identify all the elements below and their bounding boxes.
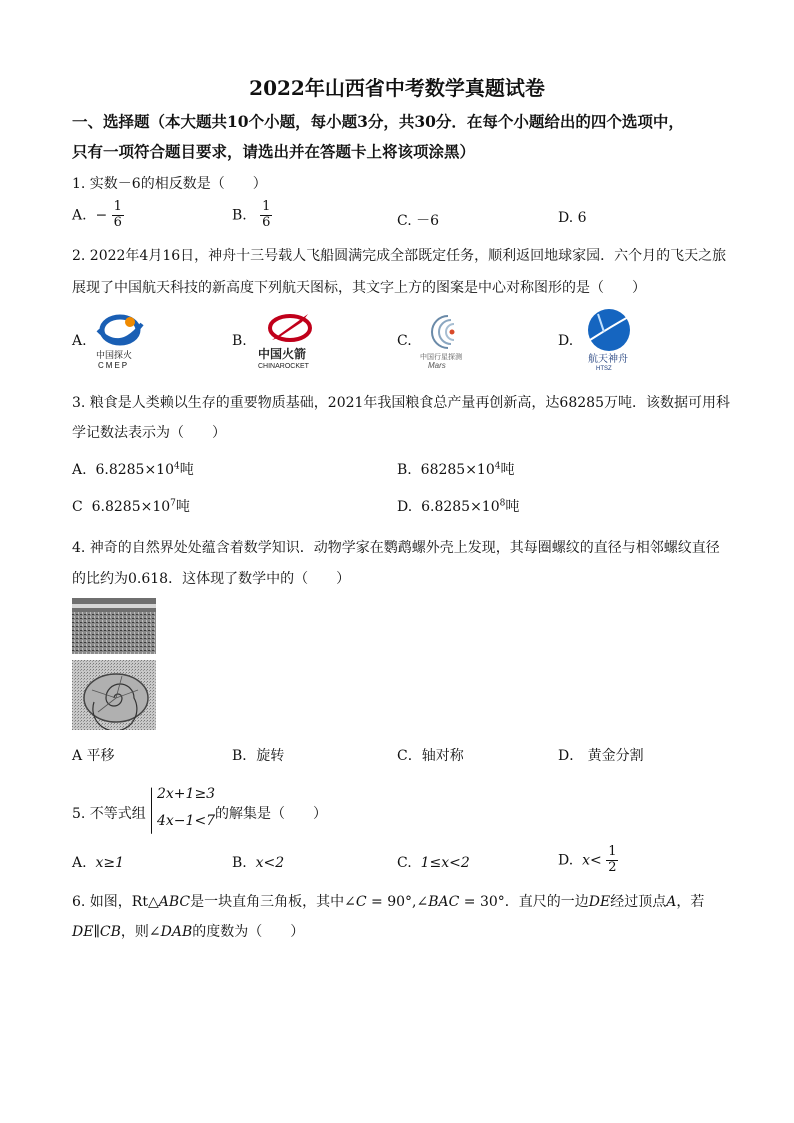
q3-option-c: C $6.8285\times 10^7$吨 [72,498,190,515]
q5-inequality-1: 2x+1≥3 [157,786,216,802]
q4-stem-line2: 的比约为0.618．这体现了数学中的（ ） [72,571,351,587]
q2-option-b-label: B. [232,333,247,349]
q1-stem: 1. 实数－6的相反数是（ ） [72,176,267,192]
q5-stem-suffix: 的解集是（ ） [215,806,327,822]
q4-option-b: B．旋转 [232,748,285,764]
q5-option-a: A. x≥1 [72,855,125,871]
q1-option-b: B. $\frac{1}{6}$ [232,199,271,230]
q3-option-a: A. $6.8285\times 10^4$吨 [72,461,194,478]
svg-text:中国行星探测: 中国行星探测 [420,354,462,361]
china-rocket-logo [256,308,328,370]
section-header-line1: 一、选择题（本大题共10个小题，每小题3分，共30分．在每个小题给出的四个选项中， [72,112,684,131]
sea-photo [72,598,156,654]
q5-option-c: C. 1≤x<2 [397,855,470,871]
cmep-logo [92,308,154,370]
q5-inequality-2: 4x−1<7 [157,813,216,829]
q1-option-c: C. －6 [397,213,440,229]
q3-stem-line2: 学记数法表示为（ ） [72,425,226,441]
svg-text:HTSZ: HTSZ [596,366,612,372]
mars-logo [418,308,478,370]
q2-stem-line1: 2. 2022年4月16日，神舟十三号载人飞船圆满完成全部既定任务，顺利返回地球家园．六个月的飞天之旅 [72,248,727,264]
svg-text:中国探火: 中国探火 [96,350,133,360]
q5-option-d: D. x< $\frac{1}{2}$ [558,844,617,875]
q4-option-a: A 平移 [72,748,115,764]
q2-option-a-label: A. [72,333,87,349]
q4-option-d: D． 黄金分割 [558,748,644,764]
q3-option-b: B. $68285\times 10^4$吨 [397,461,515,478]
q3-option-d: D. $6.8285\times 10^8$吨 [397,498,520,515]
q5-stem-prefix: 5. 不等式组 [72,806,146,822]
q4-stem-line1: 4. 神奇的自然界处处蕴含着数学知识．动物学家在鹦鹉螺外壳上发现，其每圈螺纹的直径与相邻螺纹直径 [72,540,720,556]
svg-text:CHINAROCKET: CHINAROCKET [258,363,309,370]
q3-stem-line1: 3. 粮食是人类赖以生存的重要物质基础，2021年我国粮食总产量再创新高，达68285万吨．该数据可用科 [72,395,730,411]
nautilus-shell-photo [72,660,156,730]
q2-option-d-label: D. [558,333,574,349]
svg-text:中国火箭: 中国火箭 [258,347,307,361]
section-header-line2: 只有一项符合题目要求，请选出并在答题卡上将该项涂黑） [72,142,476,161]
q6-stem-line1: 6. 如图，Rt△ABC是一块直角三角板，其中∠C = 90°,∠BAC = 30°．直尺的一边DE经过顶点A，若 [72,894,705,910]
q2-stem-line2: 展现了中国航天科技的新高度下列航天图标，其文字上方的图案是中心对称图形的是（ ） [72,280,646,296]
q1-option-a: A. − $\frac{1}{6}$ [72,199,122,230]
q2-option-c-label: C. [397,333,412,349]
q4-option-c: C．轴对称 [397,748,464,764]
svg-text:航天神舟: 航天神舟 [588,354,628,365]
q5-brace [151,787,152,834]
page-title: 2022年山西省中考数学真题试卷 [249,76,545,100]
q5-option-b: B. x<2 [232,855,285,871]
htsz-logo [582,308,642,372]
svg-text:CMEP: CMEP [98,361,130,370]
svg-text:Mars: Mars [428,361,446,370]
q6-stem-line2: DE∥CB，则∠DAB的度数为（ ） [72,924,305,940]
q1-option-d: D. 6 [558,210,587,226]
